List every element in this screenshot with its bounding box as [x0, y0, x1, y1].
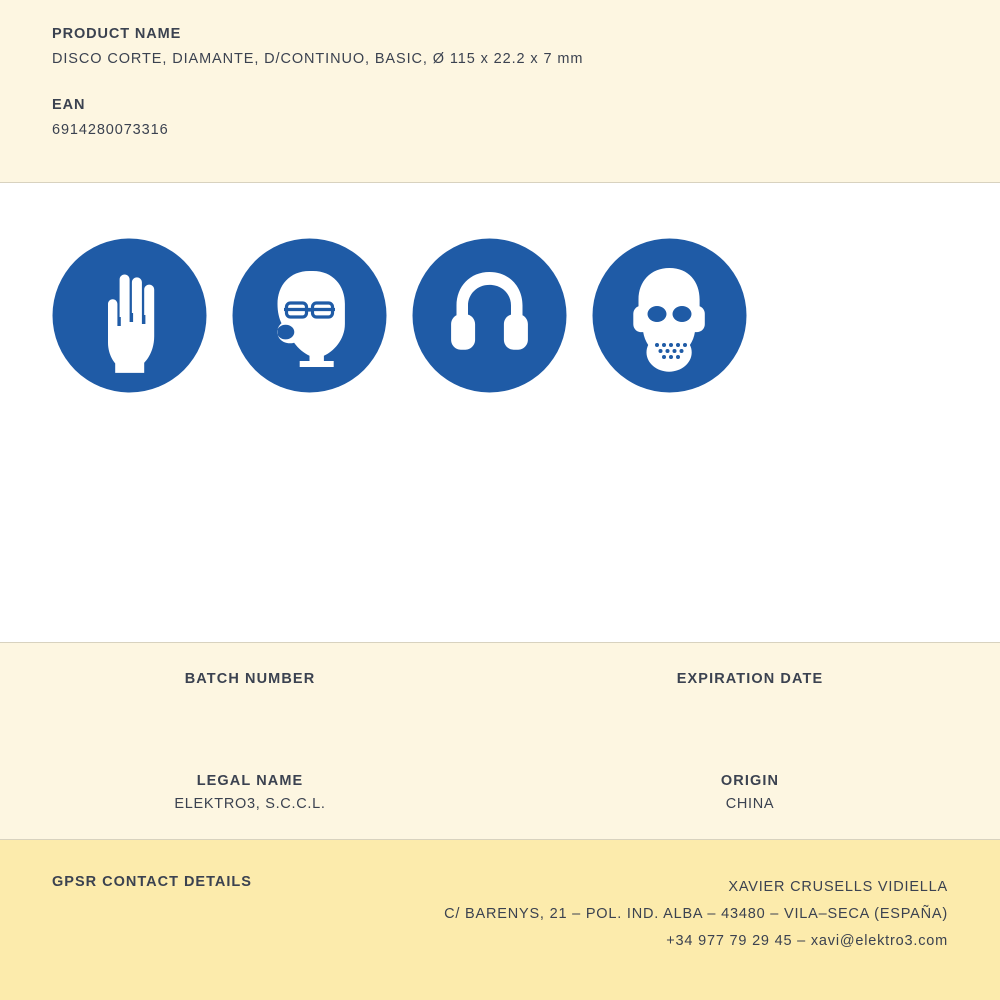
batch-number-label: BATCH NUMBER — [184, 671, 316, 687]
details-row-batch-expiration — [0, 671, 1000, 711]
origin-value: CHINA — [725, 796, 775, 812]
batch-number-value — [0, 694, 500, 711]
gpsr-contact-phone-email: +34 977 79 29 45 – xavi@elektro3.com — [666, 933, 948, 949]
legal-name-cell — [0, 773, 500, 813]
origin-cell — [500, 773, 1000, 813]
legal-name-value: ELEKTRO3, S.C.C.L. — [174, 796, 326, 812]
ean-group — [52, 97, 948, 138]
gpsr-contact-details-label: GPSR CONTACT DETAILS — [52, 874, 252, 890]
origin-label: ORIGIN — [720, 773, 780, 789]
wear-ear-protection-icon — [412, 238, 567, 393]
product-name-label: PRODUCT NAME — [52, 26, 182, 42]
gpsr-contact-block — [444, 874, 948, 955]
wear-respiratory-protection-icon — [592, 238, 747, 393]
details-band — [0, 643, 1000, 840]
product-name-value: DISCO CORTE, DIAMANTE, D/CONTINUO, BASIC, Ø 115 x 22.2 x 7 mm — [52, 51, 584, 67]
pictogram-band — [0, 183, 1000, 643]
ean-label: EAN — [52, 97, 86, 113]
wear-protective-gloves-icon — [52, 238, 207, 393]
gpsr-contact-name: XAVIER CRUSELLS VIDIELLA — [728, 879, 948, 895]
gpsr-contact-address: C/ BARENYS, 21 – POL. IND. ALBA – 43480 – VILA–SECA (ESPAÑA) — [444, 906, 948, 922]
pictogram-row — [52, 238, 948, 393]
wear-eye-protection-icon — [232, 238, 387, 393]
details-row-legal-origin — [0, 773, 1000, 813]
expiration-date-label: EXPIRATION DATE — [676, 671, 824, 687]
expiration-date-value — [500, 694, 1000, 711]
product-name-group — [52, 26, 948, 67]
product-header-block — [0, 0, 1000, 183]
ean-value: 6914280073316 — [52, 122, 169, 138]
batch-number-cell — [0, 671, 500, 711]
expiration-date-cell — [500, 671, 1000, 711]
gpsr-footer — [0, 840, 1000, 1000]
legal-name-label: LEGAL NAME — [196, 773, 304, 789]
